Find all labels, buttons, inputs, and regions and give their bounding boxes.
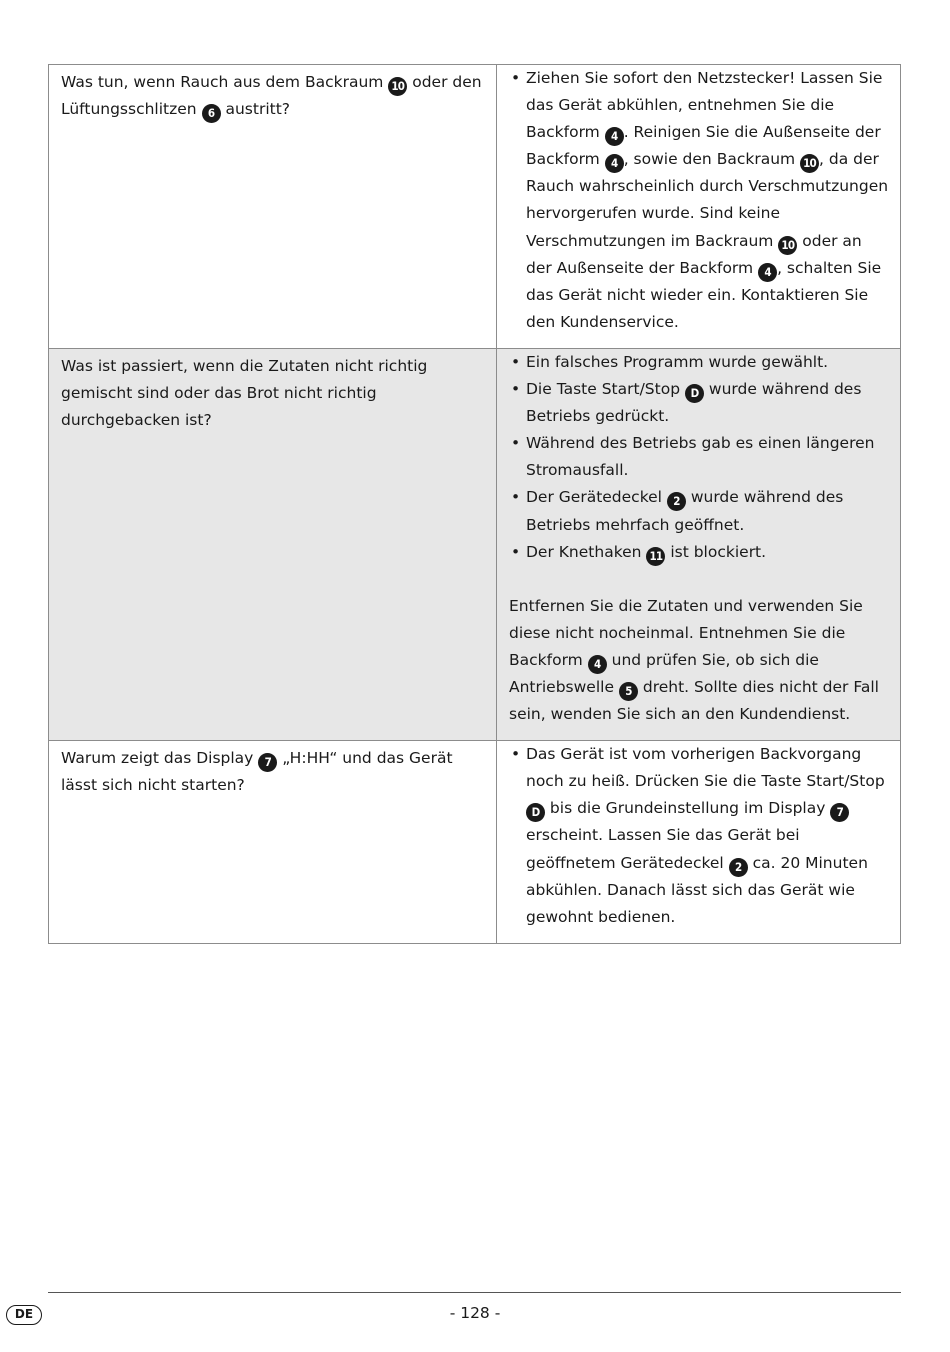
- answer-cell: [497, 65, 901, 349]
- text-segment: . Reinigen Sie die Außenseite der Backform: [526, 123, 881, 169]
- text-segment: bis die Grundeinstellung im Display: [545, 799, 831, 818]
- table-body: [49, 65, 901, 944]
- text-segment: Was ist passiert, wenn die Zutaten nicht richtig gemischt sind oder das Brot nicht richtig durchgebacken ist?: [61, 356, 428, 430]
- text-segment: Der Knethaken: [526, 542, 647, 561]
- text-segment: wurde während des Betriebs mehrfach geöffnet.: [526, 488, 844, 534]
- reference-number-icon: D: [526, 803, 545, 822]
- reference-number-icon: 11: [646, 547, 665, 566]
- text-segment: Während des Betriebs gab es einen längeren Stromausfall.: [526, 434, 875, 480]
- reference-number-icon: 4: [605, 127, 624, 146]
- text-segment: erscheint. Lassen Sie das Gerät bei geöffnetem Gerätedeckel: [526, 826, 800, 872]
- text-segment: , da der Rauch wahrscheinlich durch Verschmutzungen hervorgerufen wurde. Sind keine Verschmutzungen im Backraum: [526, 150, 889, 250]
- language-badge: DE: [6, 1305, 42, 1325]
- question-cell: [49, 741, 497, 944]
- list-item: [509, 539, 890, 566]
- table-row: [49, 65, 901, 349]
- table-row: [49, 348, 901, 740]
- reference-number-icon: 4: [758, 263, 777, 282]
- reference-number-icon: 4: [605, 154, 624, 173]
- text-segment: und prüfen Sie, ob sich die Antriebswelle: [509, 650, 819, 696]
- text-segment: oder an der Außenseite der Backform: [526, 231, 862, 277]
- list-item: [509, 430, 890, 484]
- text-segment: dreht. Sollte dies nicht der Fall sein, wenden Sie sich an den Kundendienst.: [509, 677, 879, 724]
- reference-number-icon: 6: [202, 104, 221, 123]
- text-segment: Was tun, wenn Rauch aus dem Backraum: [61, 73, 389, 91]
- list-item: [509, 484, 890, 538]
- reference-number-icon: 10: [800, 154, 819, 173]
- reference-number-icon: 10: [388, 77, 407, 96]
- text-segment: „H:HH“ und das Gerät lässt sich nicht starten?: [61, 749, 453, 795]
- table-row: [49, 741, 901, 944]
- text-segment: Der Gerätedeckel: [526, 488, 667, 507]
- answer-cell: [497, 348, 901, 740]
- text-segment: Warum zeigt das Display: [61, 749, 259, 768]
- text-segment: oder den Lüftungsschlitzen: [61, 73, 482, 119]
- page-number: - 128 -: [449, 1304, 501, 1322]
- reference-number-icon: 2: [729, 858, 748, 877]
- reference-number-icon: 2: [667, 492, 686, 511]
- text-segment: Entfernen Sie die Zutaten und verwenden Sie diese nicht nocheinmal. Entnehmen Sie die Backform: [509, 596, 863, 669]
- reference-number-icon: 10: [778, 236, 797, 255]
- footer-divider: [48, 1292, 901, 1293]
- list-item: [509, 741, 890, 931]
- answer-paragraph: [509, 593, 890, 728]
- question-cell: [49, 348, 497, 740]
- text-segment: ist blockiert.: [665, 542, 767, 561]
- text-segment: , sowie den Backraum: [623, 150, 801, 169]
- list-item: [509, 65, 890, 336]
- answer-list: [509, 349, 890, 566]
- reference-number-icon: D: [685, 384, 704, 403]
- list-item: [509, 376, 890, 430]
- text-segment: austritt?: [220, 100, 291, 119]
- question-cell: [49, 65, 497, 349]
- text-segment: Die Taste Start/Stop: [526, 380, 685, 399]
- text-segment: , schalten Sie das Gerät nicht wieder ein. Kontaktieren Sie den Kundenservice.: [526, 258, 882, 331]
- text-segment: ca. 20 Minuten abkühlen. Danach lässt sich das Gerät wie gewohnt bedienen.: [526, 853, 868, 926]
- answer-list: [509, 741, 890, 931]
- reference-number-icon: 7: [258, 753, 277, 772]
- troubleshooting-table: [48, 64, 901, 944]
- answer-list: [509, 65, 890, 336]
- answer-cell: [497, 741, 901, 944]
- reference-number-icon: 7: [830, 803, 849, 822]
- text-segment: Ziehen Sie sofort den Netzstecker! Lassen Sie das Gerät abkühlen, entnehmen Sie die Backform: [526, 69, 883, 142]
- list-item: [509, 349, 890, 376]
- reference-number-icon: 4: [588, 655, 607, 674]
- reference-number-icon: 5: [619, 682, 638, 701]
- text-segment: Ein falsches Programm wurde gewählt.: [526, 352, 829, 371]
- text-segment: Das Gerät ist vom vorherigen Backvorgang noch zu heiß. Drücken Sie die Taste Start/Stop: [526, 745, 885, 791]
- text-segment: wurde während des Betriebs gedrückt.: [526, 380, 862, 426]
